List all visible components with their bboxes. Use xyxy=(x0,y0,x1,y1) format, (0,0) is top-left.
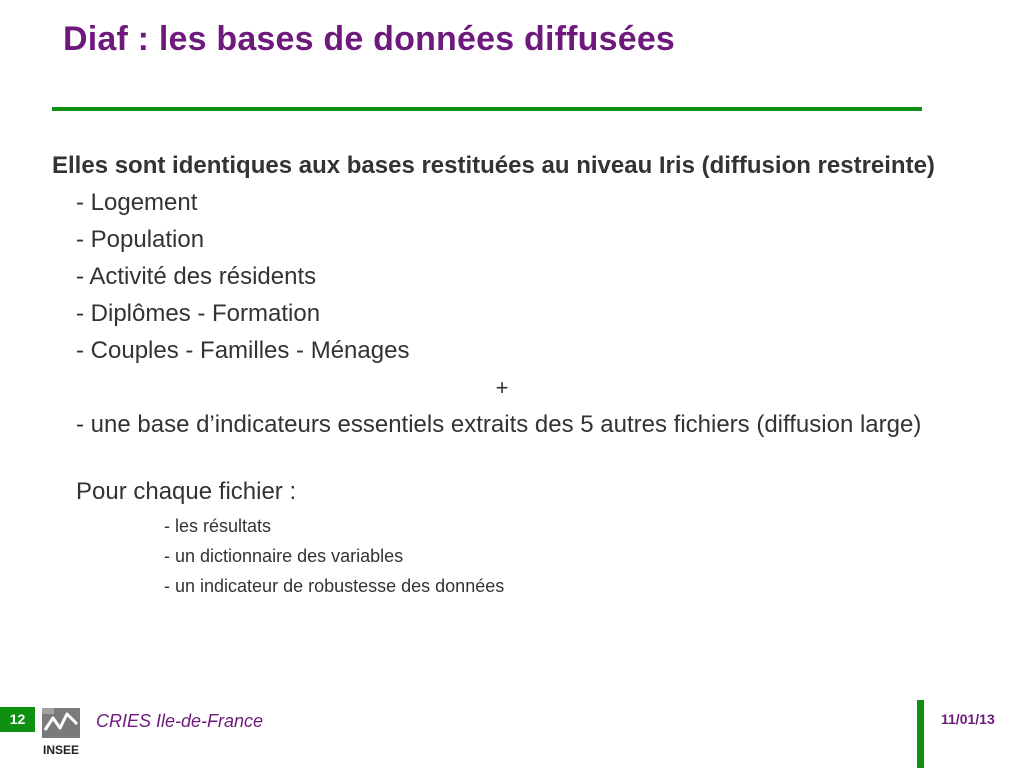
base-item-diplomes: - Diplômes - Formation xyxy=(76,300,321,327)
base-item-couples: - Couples - Familles - Ménages xyxy=(76,337,410,364)
per-file-heading: Pour chaque fichier : xyxy=(76,478,297,505)
logo-text: INSEE xyxy=(42,743,80,757)
per-file-item-dictionnaire: - un dictionnaire des variables xyxy=(164,546,404,566)
page-number: 12 xyxy=(0,707,35,732)
slide-title: Diaf : les bases de données diffusées xyxy=(63,20,676,58)
insee-logo-icon xyxy=(36,706,84,758)
extra-base-text: - une base d’indicateurs essentiels extraits des 5 autres fichiers (diffusion large) xyxy=(76,411,922,438)
base-item-activite: - Activité des résidents xyxy=(76,263,317,290)
spacer xyxy=(52,440,952,470)
per-file-item-robustesse: - un indicateur de robustesse des données xyxy=(164,576,505,596)
intro-text: Elles sont identiques aux bases restituées au niveau Iris (diffusion restreinte) xyxy=(52,152,935,179)
footer-organization: CRIES Ile-de-France xyxy=(96,711,264,731)
footer-divider xyxy=(917,700,924,768)
per-file-item-resultats: - les résultats xyxy=(164,516,272,536)
slide-body xyxy=(52,150,952,597)
insee-logo xyxy=(36,706,84,758)
base-item-logement: - Logement xyxy=(76,189,198,216)
base-item-population: - Population xyxy=(76,226,205,253)
title-divider xyxy=(52,107,922,111)
plus-sign: + xyxy=(495,375,509,400)
footer-date: 11/01/13 xyxy=(941,711,995,727)
